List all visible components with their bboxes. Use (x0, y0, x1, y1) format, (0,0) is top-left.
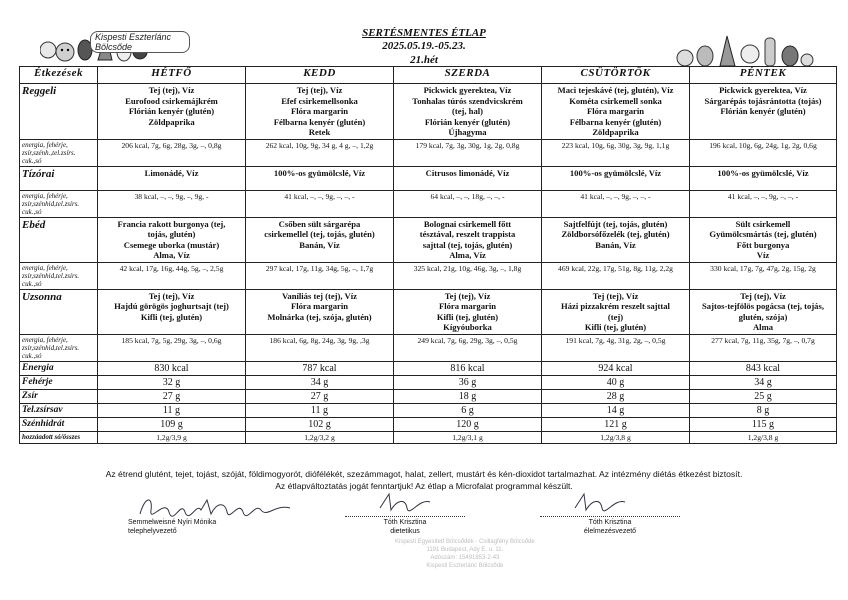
totals-label: Zsír (20, 389, 98, 403)
totals-value: 14 g (542, 403, 690, 417)
totals-value: 27 g (98, 389, 246, 403)
dish-cell (542, 217, 690, 262)
signature-line-2 (345, 516, 465, 517)
dish-cell (394, 166, 542, 190)
signature-1-handwriting (135, 488, 295, 522)
dish-cell (394, 289, 542, 334)
dish-line: (tej, hal) (451, 106, 484, 116)
signature-3-handwriting (570, 488, 630, 516)
dish-line: Francia rakott burgonya (tej, (117, 218, 226, 229)
totals-value: 40 g (542, 375, 690, 389)
totals-value: 830 kcal (98, 361, 246, 375)
dish-line: Hajdú görögös joghurtsajt (tej) (114, 301, 229, 311)
dish-line: tésztával, reszelt trappista (419, 229, 516, 239)
dish-cell (690, 84, 837, 140)
nutrition-row (20, 190, 837, 217)
dish-line: Házi pizzakrém reszelt sajttal (561, 301, 670, 311)
dish-line: Sajtfelfújt (tej, tojás, glutén) (563, 218, 668, 229)
nutrition-label: energia, fehérje, zsír,szénhid,tel.zsírs. cuk.,só (20, 190, 98, 217)
signature-block-3 (540, 516, 680, 536)
dish-line: Zöldpaprika (148, 116, 195, 127)
dish-line: Alma, Víz (153, 250, 190, 260)
dish-line: Félbarna kenyér (glutén) (273, 116, 366, 127)
meal-name: Uzsonna (20, 289, 98, 334)
dish-cell (246, 289, 394, 334)
nutrition-cell: 38 kcal, –, –, 9g, –, 9g, - (98, 190, 246, 217)
dish-line: Efef csirkemellsonka (281, 95, 358, 106)
dish-cell (690, 166, 837, 190)
dish-cell (98, 289, 246, 334)
day-thursday: CSÜTÖRTÖK (542, 67, 690, 84)
dish-line: Tonhalas túrós szendvicskrém (412, 95, 523, 106)
dish-line: Retek (308, 127, 331, 137)
institution-stamp (395, 538, 535, 570)
totals-row (20, 389, 837, 403)
totals-value: 109 g (98, 417, 246, 431)
dish-line: Vaníliás tej (tej), Víz (282, 290, 357, 301)
dish-line: Flórián kenyér (glutén) (720, 106, 806, 116)
nutrition-cell: 277 kcal, 7g, 11g, 35g, 7g, –, 0,7g (690, 334, 837, 361)
dish-line: Pickwick gyerektea, Víz (423, 85, 512, 95)
stamp-line: 1191 Budapest, Ady E. u. 11. (426, 547, 504, 553)
signature-role-3: élelmezésvezető (583, 528, 637, 535)
signature-role-1: telephelyvezető (128, 528, 177, 535)
nutrition-cell: 330 kcal, 17g, 7g, 47g, 2g, 15g, 2g (690, 262, 837, 289)
dish-line: Kifli (tej, glutén) (436, 311, 499, 322)
nutrition-label: energia, fehérje, zsír,szénhid,tel.zsírs. cuk.,só (20, 334, 98, 361)
nutrition-cell: 223 kcal, 10g, 6g, 30g, 3g, 9g, 1,1g (542, 139, 690, 166)
signature-block-2 (345, 516, 465, 536)
signature-name-1: Semmelweisné Nyíri Mónika (128, 519, 217, 526)
menu-table (19, 66, 837, 444)
totals-value: 25 g (690, 389, 837, 403)
totals-value: 1,2g/3,1 g (394, 431, 542, 443)
totals-value: 11 g (246, 403, 394, 417)
totals-value: 34 g (690, 375, 837, 389)
totals-label: Energia (20, 361, 98, 375)
nutrition-cell: 297 kcal, 17g, 11g, 34g, 5g, –, 1,7g (246, 262, 394, 289)
totals-value: 34 g (246, 375, 394, 389)
dish-line: Csőben sült sárgarépa (278, 218, 361, 229)
totals-value: 18 g (394, 389, 542, 403)
nutrition-row (20, 139, 837, 166)
signature-block-1 (128, 518, 308, 536)
dish-line: Zöldborsófőzelék (tej, glutén) (561, 229, 670, 239)
dish-line: 100%-os gyümölcslé, Víz (569, 167, 662, 178)
dish-line: Pickwick gyerektea, Víz (719, 85, 807, 95)
nutrition-label: energia, fehérje, zsír,szénhid,tel.zsírs. cuk.,só (20, 262, 98, 289)
menu-title: SERTÉSMENTES ÉTLAP (362, 27, 486, 39)
nutrition-cell: 206 kcal, 7g, 6g, 28g, 3g, –, 0,8g (98, 139, 246, 166)
totals-value: 6 g (394, 403, 542, 417)
totals-value: 843 kcal (690, 361, 837, 375)
dish-cell (246, 84, 394, 140)
signature-role-2: dietetikus (390, 528, 420, 535)
dish-cell (542, 84, 690, 140)
signature-name-3: Tóth Krisztina (588, 519, 632, 526)
dish-cell (246, 166, 394, 190)
dish-cell (98, 166, 246, 190)
dish-line: Limonádé, Víz (144, 167, 199, 178)
dish-line: Molnárka (tej, szója, glutén) (267, 311, 372, 322)
dish-line: 100%-os gyümölcslé, Víz (273, 167, 366, 178)
signature-line-3 (540, 516, 680, 517)
dish-line: Zöldpaprika (592, 127, 639, 137)
dish-line: Tej (tej), Víz (148, 85, 195, 95)
dish-line: csirkemellel (tej, tojás, glutén) (264, 229, 375, 239)
nutrition-cell: 186 kcal, 6g, 8g, 24g, 3g, 9g, ,3g (246, 334, 394, 361)
meal-name: Reggeli (20, 84, 98, 140)
dish-line: Alma, Víz (449, 250, 486, 260)
date-range: 2025.05.19.-05.23. (382, 40, 466, 52)
dish-cell (542, 166, 690, 190)
totals-value: 816 kcal (394, 361, 542, 375)
totals-value: 924 kcal (542, 361, 690, 375)
meal-row (20, 289, 837, 334)
dish-line: (tej) (607, 311, 624, 322)
signature-2-handwriting (375, 488, 435, 516)
dish-line: Flóra margarin (586, 106, 645, 116)
logo-text: Kispesti Eszterlánc Bölcsőde (90, 31, 190, 53)
dish-line: glutén, szója) (738, 311, 788, 322)
dish-line: 100%-os gyümölcslé, Víz (717, 167, 809, 178)
day-tuesday: KEDD (246, 67, 394, 84)
dish-line: Maci tejeskávé (tej, glutén), Víz (557, 85, 674, 95)
nutrition-cell: 42 kcal, 17g, 16g, 44g, 5g, –, 2,5g (98, 262, 246, 289)
dish-line: Eurofood csirkemájkrém (125, 95, 218, 106)
totals-value: 120 g (394, 417, 542, 431)
nutrition-row (20, 334, 837, 361)
totals-value: 28 g (542, 389, 690, 403)
totals-row (20, 431, 837, 443)
meal-row (20, 84, 837, 140)
nutrition-cell: 191 kcal, 7g, 4g, 31g, 2g, –, 0,5g (542, 334, 690, 361)
dish-line: Gyümölcsmártás (tej, glutén) (709, 229, 817, 239)
dish-line: Citrusos limonádé, Víz (425, 167, 510, 178)
dish-line: Flórián kenyér (glutén) (128, 106, 215, 116)
dish-cell (246, 217, 394, 262)
dish-line: Sült csirkemell (735, 218, 791, 229)
dish-cell (98, 217, 246, 262)
totals-label: Tel.zsírsav (20, 403, 98, 417)
dish-line: Tej (tej), Víz (740, 290, 786, 301)
totals-value: 36 g (394, 375, 542, 389)
meal-name: Tízórai (20, 166, 98, 190)
week-number: 21.hét (410, 54, 438, 66)
totals-label: Szénhidrát (20, 417, 98, 431)
dish-line: sajttal (tej, tojás, glutén) (422, 239, 513, 250)
day-wednesday: SZERDA (394, 67, 542, 84)
dish-line: Flórián kenyér (glutén) (424, 116, 511, 127)
totals-label: hozzáadott só/összes (20, 431, 98, 443)
nutrition-cell: 41 kcal, –, –, 9g, –, –, - (542, 190, 690, 217)
totals-value: 102 g (246, 417, 394, 431)
totals-value: 1,2g/3,8 g (542, 431, 690, 443)
totals-value: 8 g (690, 403, 837, 417)
allergen-note: Az étrend glutént, tejet, tojást, szóját, földimogyorót, diófélékét, szezámmagot, halat, zellert, mustárt és kén-dioxidot tartalmazhat. Az intézmény diétás étkezést biztosít. (105, 469, 743, 479)
dish-line: Banán, Víz (595, 239, 636, 250)
totals-value: 787 kcal (246, 361, 394, 375)
dish-line: Flóra margarin (438, 301, 497, 311)
totals-value: 32 g (98, 375, 246, 389)
dish-line: Újhagyma (448, 127, 487, 137)
day-monday: HÉTFŐ (98, 67, 246, 84)
dish-cell (542, 289, 690, 334)
dish-line: tojás, glutén) (147, 229, 196, 239)
dish-line: Félbarna kenyér (glutén) (569, 116, 662, 127)
dish-line: Kifli (tej, glutén) (584, 322, 647, 332)
nutrition-cell: 469 kcal, 22g, 17g, 51g, 8g, 11g, 2,2g (542, 262, 690, 289)
totals-value: 121 g (542, 417, 690, 431)
dish-line: Sárgarépás tojásrántotta (tojás) (704, 95, 822, 106)
totals-value: 115 g (690, 417, 837, 431)
meal-row (20, 217, 837, 262)
stamp-line: Kispesti Eszterlánc Bölcsőde (426, 563, 504, 569)
nutrition-cell: 249 kcal, 7g, 6g, 29g, 3g, –, 0,5g (394, 334, 542, 361)
nutrition-cell: 185 kcal, 7g, 5g, 29g, 3g, –, 0,6g (98, 334, 246, 361)
day-header-row (20, 67, 837, 84)
dish-line: Csemege uborka (mustár) (123, 239, 220, 250)
dish-line: Alma (752, 322, 774, 332)
nutrition-row (20, 262, 837, 289)
dish-line: Flóra margarin (290, 301, 349, 311)
totals-label: Fehérje (20, 375, 98, 389)
dish-line: Banán, Víz (299, 239, 340, 250)
dish-line: Flóra margarin (290, 106, 349, 116)
day-friday: PÉNTEK (690, 67, 837, 84)
dish-cell (394, 217, 542, 262)
totals-row (20, 403, 837, 417)
totals-value: 11 g (98, 403, 246, 417)
dish-cell (690, 217, 837, 262)
dish-cell (98, 84, 246, 140)
dish-line: Bolognai csirkemell főtt (423, 218, 512, 229)
totals-value: 1,2g/3,9 g (98, 431, 246, 443)
nutrition-label: energia, fehérje, zsír,szénh.,tel.zsírs. cuk.,só (20, 139, 98, 166)
nutrition-cell: 64 kcal, –, –, 18g, –, –, - (394, 190, 542, 217)
dish-line: Tej (tej), Víz (148, 290, 195, 301)
nutrition-cell: 179 kcal, 7g, 3g, 30g, 1g, 2g, 0,8g (394, 139, 542, 166)
stamp-line: Adószám: 15491853-2-43 (430, 555, 500, 561)
meals-header: Étkezések (20, 67, 98, 84)
rights-note: Az étlapváltoztatás jogát fenntartjuk! Az étlap a Microfalat programmal készült. (275, 481, 573, 491)
dish-line: Tej (tej), Víz (296, 85, 343, 95)
nutrition-cell: 196 kcal, 10g, 6g, 24g, 1g, 2g, 0,6g (690, 139, 837, 166)
dish-cell (690, 289, 837, 334)
dish-line: Kígyóuborka (443, 322, 492, 332)
stamp-line: Kispesti Egyesített Bölcsődék - Csillagfény Bölcsőde (395, 539, 535, 545)
totals-value: 1,2g/3,8 g (690, 431, 837, 443)
nutrition-cell: 41 kcal, –, –, 9g, –, –, - (246, 190, 394, 217)
totals-value: 27 g (246, 389, 394, 403)
dish-line: Tej (tej), Víz (444, 290, 491, 301)
meal-name: Ebéd (20, 217, 98, 262)
dish-line: Kométa csirkemell sonka (569, 95, 662, 106)
totals-row (20, 375, 837, 389)
dish-line: Sajtos-tejfölös pogácsa (tej, tojás, (702, 301, 824, 311)
dish-line: Tej (tej), Víz (592, 290, 639, 301)
nutrition-cell: 325 kcal, 21g, 10g, 46g, 3g, –, 1,8g (394, 262, 542, 289)
dish-line: Kifli (tej, glutén) (140, 311, 203, 322)
signature-name-2: Tóth Krisztina (383, 519, 427, 526)
totals-row (20, 361, 837, 375)
dish-line: Víz (756, 250, 770, 260)
nutrition-cell: 41 kcal, –, –, 9g, –, –, - (690, 190, 837, 217)
nutrition-cell: 262 kcal, 10g, 9g, 34 g, 4 g, –, 1,2g (246, 139, 394, 166)
dish-line: Főtt burgonya (736, 239, 790, 250)
totals-value: 1,2g/3,2 g (246, 431, 394, 443)
meal-row (20, 166, 837, 190)
totals-row (20, 417, 837, 431)
dish-cell (394, 84, 542, 140)
